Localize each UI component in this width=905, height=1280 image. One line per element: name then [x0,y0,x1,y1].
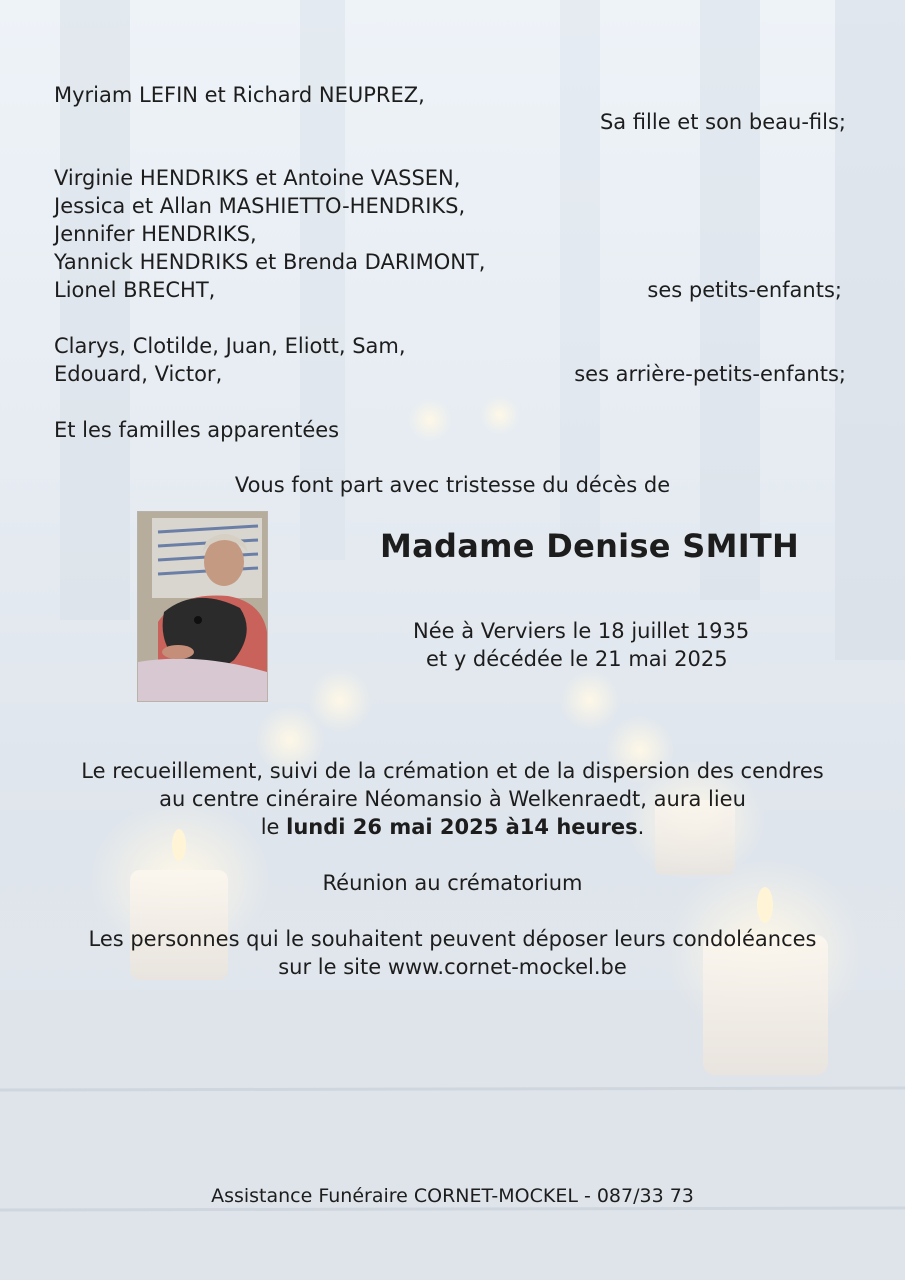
ceremony-date: lundi 26 mai 2025 à14 heures [286,815,638,839]
condolences-line-2: sur le site www.cornet-mockel.be [278,955,627,979]
announcement-text: Vous font part avec tristesse du décès de [234,473,671,497]
daughter-line: Myriam LEFIN et Richard NEUPREZ, [54,83,425,107]
grandchild-line: Jessica et Allan MASHIETTO-HENDRIKS, [54,194,466,218]
death-info: et y décédée le 21 mai 2025 [426,647,728,671]
deceased-name: Madame Denise SMITH [380,527,800,565]
grandchild-line: Lionel BRECHT, [54,278,216,302]
ceremony-date-suffix: . [637,815,645,839]
meeting-place: Réunion au crématorium [322,871,583,895]
ceremony-line-1: Le recueillement, suivi de la crémation et de la dispersion des cendres [81,759,824,783]
grandchildren-role: ses petits-enfants; [647,278,842,302]
grandchild-line: Jennifer HENDRIKS, [54,222,257,246]
grandchild-line: Yannick HENDRIKS et Brenda DARIMONT, [54,250,486,274]
related-families: Et les familles apparentées [54,418,340,442]
ceremony-line-2: au centre cinéraire Néomansio à Welkenraedt, aura lieu [159,787,746,811]
great-grandchildren-role: ses arrière-petits-enfants; [574,362,846,386]
ceremony-line-3 [0,813,905,841]
ceremony-date-prefix: le [260,815,287,839]
birth-info: Née à Verviers le 18 juillet 1935 [413,619,750,643]
portrait-photo [137,511,268,702]
funeral-home-footer: Assistance Funéraire CORNET-MOCKEL - 087/33 73 [211,1185,694,1207]
great-grandchild-line: Edouard, Victor, [54,362,223,386]
condolences-line-1: Les personnes qui le souhaitent peuvent déposer leurs condoléances [88,927,817,951]
grandchild-line: Virginie HENDRIKS et Antoine VASSEN, [54,166,461,190]
daughter-role: Sa fille et son beau-fils; [599,110,846,134]
great-grandchild-line: Clarys, Clotilde, Juan, Eliott, Sam, [54,334,406,358]
